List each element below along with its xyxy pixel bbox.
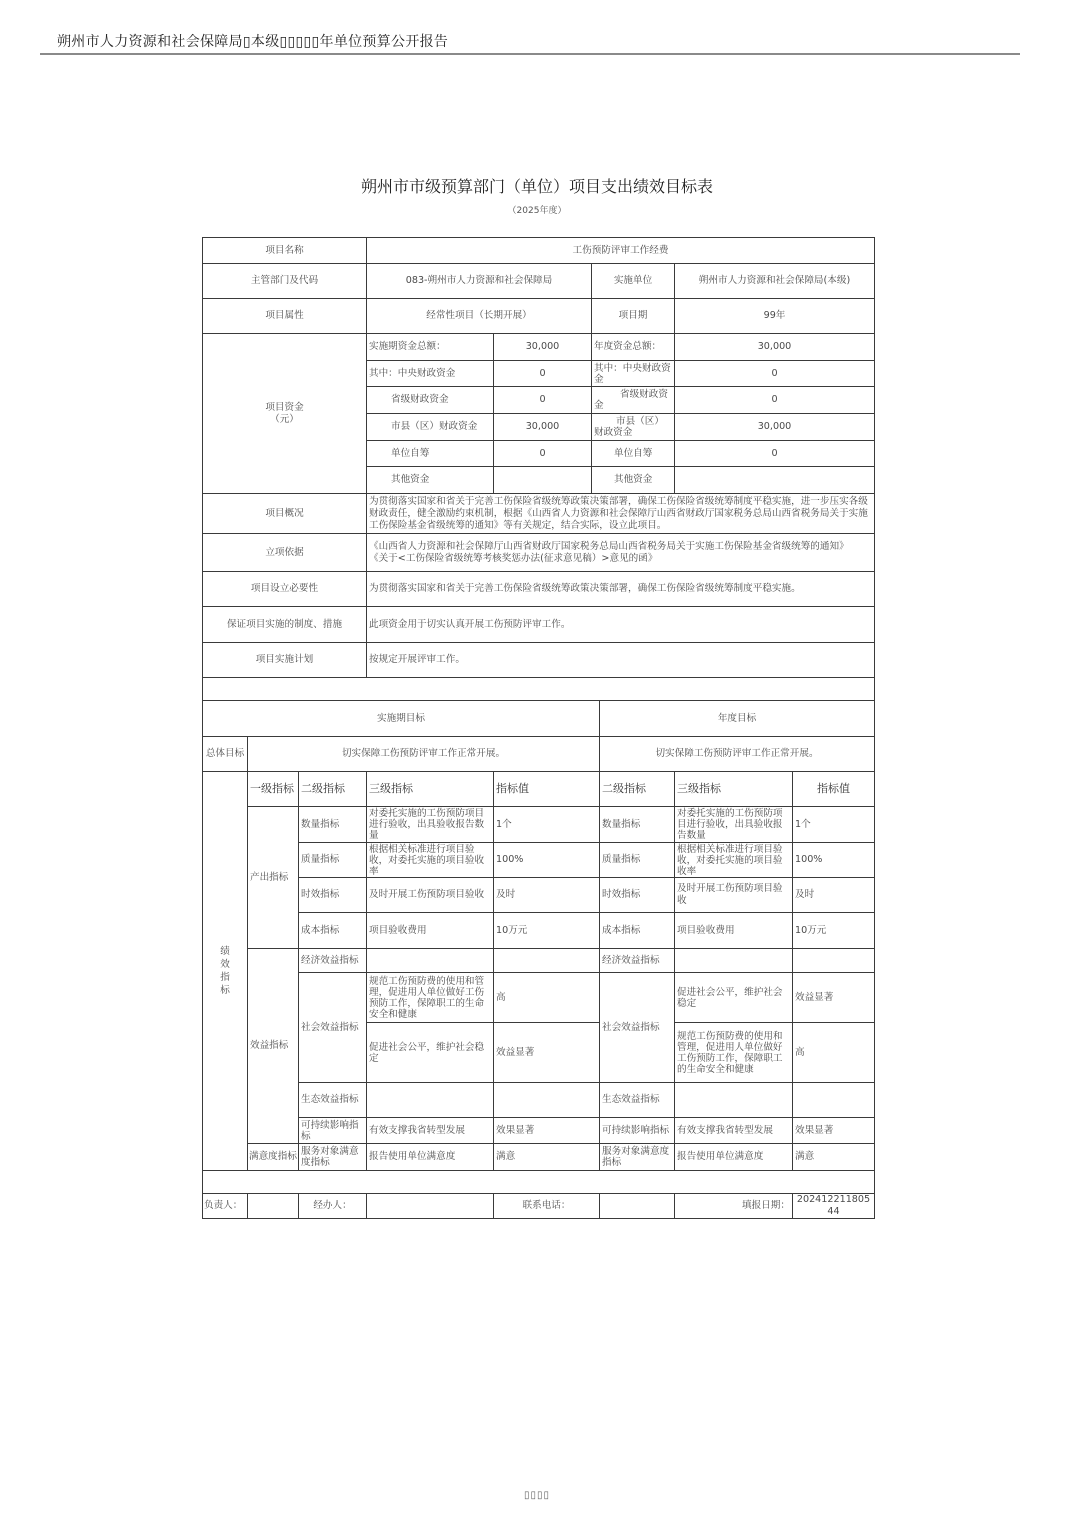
annual-value: 100% xyxy=(793,843,875,878)
header-annual-level2: 二级指标 xyxy=(600,772,675,807)
header-annual-value: 指标值 xyxy=(793,772,875,807)
annual-level3: 项目验收费用 xyxy=(675,913,793,949)
performance-goals-table xyxy=(202,700,875,1219)
annual-level2: 时效指标 xyxy=(600,878,675,913)
funds-annual-label: 单位自筹 xyxy=(592,441,675,467)
funds-period-label: 市县（区）财政资金 xyxy=(367,414,494,441)
indicator-row xyxy=(203,1144,875,1171)
annual-value: 效益显著 xyxy=(793,973,875,1023)
row-plan xyxy=(203,643,875,678)
date-value: 20241221180544 xyxy=(793,1194,875,1219)
period-value: 效果显著 xyxy=(494,1118,600,1144)
annual-value: 及时 xyxy=(793,878,875,913)
row-spacer xyxy=(203,678,875,701)
annual-level2: 可持续影响指标 xyxy=(600,1118,675,1144)
annual-level2: 经济效益指标 xyxy=(600,949,675,973)
period-level2: 社会效益指标 xyxy=(299,973,367,1083)
overview-label: 项目概况 xyxy=(203,494,367,534)
indicator-row xyxy=(203,1083,875,1118)
period-level2: 时效指标 xyxy=(299,878,367,913)
period-level3: 根据相关标准进行项目验收，对委托实施的项目验收率 xyxy=(367,843,494,878)
level1-satisfaction: 满意度指标 xyxy=(248,1144,299,1171)
funds-period-label: 其中：中央财政资金 xyxy=(367,361,494,387)
spacer-cell xyxy=(203,678,875,701)
period-value: 100% xyxy=(494,843,600,878)
annual-value xyxy=(793,1083,875,1118)
funds-annual-label: 其中：中央财政资金 xyxy=(592,361,675,387)
header-period-value: 指标值 xyxy=(494,772,600,807)
responsible-value xyxy=(248,1194,299,1219)
period-level3: 规范工伤预防费的使用和管理，促进用人单位做好工伤预防工作，保障职工的生命安全和健康 xyxy=(367,973,494,1023)
funds-period-value: 30,000 xyxy=(494,414,592,441)
project-attribute-label: 项目属性 xyxy=(203,299,367,334)
period-level2: 服务对象满意度指标 xyxy=(299,1144,367,1171)
project-period-label: 项目期 xyxy=(592,299,675,334)
basis-line: 《关于<工伤保险省级统筹考核奖惩办法(征求意见稿）>意见的函》 xyxy=(369,552,658,564)
header-level1: 一级指标 xyxy=(248,772,299,807)
funds-period-value: 30,000 xyxy=(494,334,592,361)
row-necessity xyxy=(203,572,875,607)
annual-level2: 社会效益指标 xyxy=(600,973,675,1083)
row-measures xyxy=(203,607,875,643)
period-value: 效益显著 xyxy=(494,1023,600,1083)
annual-value: 10万元 xyxy=(793,913,875,949)
handler-label: 经办人： xyxy=(299,1194,367,1219)
annual-level3: 根据相关标准进行项目验收，对委托实施的项目验收率 xyxy=(675,843,793,878)
indicator-row xyxy=(203,878,875,913)
period-level3: 对委托实施的工伤预防项目进行验收，出具验收报告数量 xyxy=(367,807,494,843)
phone-label: 联系电话： xyxy=(494,1194,600,1219)
level1-benefit: 效益指标 xyxy=(248,949,299,1144)
funds-unit: （元） xyxy=(270,413,299,425)
annual-level2: 生态效益指标 xyxy=(600,1083,675,1118)
project-name-label: 项目名称 xyxy=(203,238,367,264)
period-level3: 及时开展工伤预防项目验收 xyxy=(367,878,494,913)
row-signoff xyxy=(203,1194,875,1219)
plan-label: 项目实施计划 xyxy=(203,643,367,678)
department-value: 083-朔州市人力资源和社会保障局 xyxy=(367,264,592,299)
annual-overall-goal: 切实保障工伤预防评审工作正常开展。 xyxy=(600,737,875,772)
funds-annual-value: 30,000 xyxy=(675,414,875,441)
funds-period-label: 单位自筹 xyxy=(367,441,494,467)
period-level2: 质量指标 xyxy=(299,843,367,878)
funds-period-value: 0 xyxy=(494,387,592,414)
handler-value xyxy=(367,1194,494,1219)
page-header: 朔州市人力资源和社会保障局▯本级▯▯▯▯▯年单位预算公开报告 xyxy=(57,34,449,50)
document-year: （2025年度） xyxy=(507,206,567,216)
indicator-row xyxy=(203,913,875,949)
implementing-unit-label: 实施单位 xyxy=(592,264,675,299)
annual-level2: 数量指标 xyxy=(600,807,675,843)
funds-annual-value: 0 xyxy=(675,361,875,387)
period-level3 xyxy=(367,949,494,973)
plan-text: 按规定开展评审工作。 xyxy=(367,643,875,678)
annual-value xyxy=(793,949,875,973)
period-goal-header: 实施期目标 xyxy=(203,701,600,737)
annual-value: 高 xyxy=(793,1023,875,1083)
spacer-cell xyxy=(203,1171,875,1194)
basis-label: 立项依据 xyxy=(203,534,367,572)
implementing-unit-value: 朔州市人力资源和社会保障局(本级) xyxy=(675,264,875,299)
row-overall-goal xyxy=(203,737,875,772)
period-value: 满意 xyxy=(494,1144,600,1171)
measures-text: 此项资金用于切实认真开展工伤预防评审工作。 xyxy=(367,607,875,643)
funds-period-label: 省级财政资金 xyxy=(367,387,494,414)
necessity-text: 为贯彻落实国家和省关于完善工伤保险省级统筹政策决策部署，确保工伤保险省级统筹制度平稳实施。 xyxy=(367,572,875,607)
funds-period-value xyxy=(494,467,592,494)
period-level2: 经济效益指标 xyxy=(299,949,367,973)
overall-goal-label: 总体目标 xyxy=(203,737,248,772)
row-project-name xyxy=(203,238,875,264)
header-period-level3: 三级指标 xyxy=(367,772,494,807)
annual-level3: 规范工伤预防费的使用和管理，促进用人单位做好工伤预防工作，保障职工的生命安全和健康 xyxy=(675,1023,793,1083)
header-period-level2: 二级指标 xyxy=(299,772,367,807)
row-basis xyxy=(203,534,875,572)
period-level3: 报告使用单位满意度 xyxy=(367,1144,494,1171)
row-attribute xyxy=(203,299,875,334)
period-level3: 促进社会公平，维护社会稳定 xyxy=(367,1023,494,1083)
performance-indicators-label-cell xyxy=(203,772,248,1171)
measures-label: 保证项目实施的制度、措施 xyxy=(203,607,367,643)
period-overall-goal: 切实保障工伤预防评审工作正常开展。 xyxy=(248,737,600,772)
period-value: 高 xyxy=(494,973,600,1023)
period-level3 xyxy=(367,1083,494,1118)
funds-annual-value: 30,000 xyxy=(675,334,875,361)
funds-annual-label: 年度资金总额： xyxy=(592,334,675,361)
indicator-row xyxy=(203,949,875,973)
annual-level3: 促进社会公平，维护社会稳定 xyxy=(675,973,793,1023)
period-level2: 成本指标 xyxy=(299,913,367,949)
annual-level3: 有效支撑我省转型发展 xyxy=(675,1118,793,1144)
funds-label-cell xyxy=(203,334,367,494)
responsible-label: 负责人： xyxy=(203,1194,248,1219)
funds-annual-value: 0 xyxy=(675,387,875,414)
project-period-value: 99年 xyxy=(675,299,875,334)
project-attribute-value: 经常性项目（长期开展） xyxy=(367,299,592,334)
annual-level3 xyxy=(675,949,793,973)
indicator-row xyxy=(203,843,875,878)
annual-level2: 服务对象满意度指标 xyxy=(600,1144,675,1171)
period-level3: 项目验收费用 xyxy=(367,913,494,949)
funds-label: 项目资金 xyxy=(265,401,304,413)
annual-level3: 对委托实施的工伤预防项目进行验收，出具验收报告数量 xyxy=(675,807,793,843)
annual-level2: 成本指标 xyxy=(600,913,675,949)
period-level2: 生态效益指标 xyxy=(299,1083,367,1118)
annual-level2: 质量指标 xyxy=(600,843,675,878)
period-level3: 有效支撑我省转型发展 xyxy=(367,1118,494,1144)
row-overview xyxy=(203,494,875,534)
period-value: 及时 xyxy=(494,878,600,913)
department-label: 主管部门及代码 xyxy=(203,264,367,299)
annual-value: 满意 xyxy=(793,1144,875,1171)
funds-period-label: 实施期资金总额： xyxy=(367,334,494,361)
project-name-value: 工伤预防评审工作经费 xyxy=(367,238,875,264)
funds-annual-label: 其他资金 xyxy=(592,467,675,494)
period-value: 1个 xyxy=(494,807,600,843)
period-value: 10万元 xyxy=(494,913,600,949)
funds-period-label: 其他资金 xyxy=(367,467,494,494)
basis-text xyxy=(367,534,875,572)
header-divider xyxy=(40,53,1020,55)
annual-level3 xyxy=(675,1083,793,1118)
document-title: 朔州市市级预算部门（单位）项目支出绩效目标表 xyxy=(360,177,713,196)
annual-level3: 报告使用单位满意度 xyxy=(675,1144,793,1171)
period-level2: 数量指标 xyxy=(299,807,367,843)
page-number: ▯▯▯▯ xyxy=(523,1490,550,1501)
annual-value: 1个 xyxy=(793,807,875,843)
funds-period-value: 0 xyxy=(494,361,592,387)
annual-goal-header: 年度目标 xyxy=(600,701,875,737)
row-indicator-headers xyxy=(203,772,875,807)
row-department xyxy=(203,264,875,299)
annual-value: 效果显著 xyxy=(793,1118,875,1144)
row-spacer xyxy=(203,1171,875,1194)
project-info-table xyxy=(202,237,875,701)
funds-annual-value: 0 xyxy=(675,441,875,467)
overview-text: 为贯彻落实国家和省关于完善工伤保险省级统筹政策决策部署，确保工伤保险省级统筹制度平稳实施，进一步压实各级财政责任，健全激励约束机制，根据《山西省人力资源和社会保障厅山西省财政厅国家税务总局山西省税务局关于实施工伤保险基金省级统筹的通知》等有关规定，结合实际，设立此项目。 xyxy=(367,494,875,534)
performance-indicators-label: 绩效指标 xyxy=(220,946,230,996)
period-value xyxy=(494,1083,600,1118)
period-value xyxy=(494,949,600,973)
date-label: 填报日期： xyxy=(675,1194,793,1219)
row-goal-headers xyxy=(203,701,875,737)
funds-annual-value xyxy=(675,467,875,494)
header-annual-level3: 三级指标 xyxy=(675,772,793,807)
period-level2: 可持续影响指标 xyxy=(299,1118,367,1144)
funds-annual-label: 省级财政资金 xyxy=(592,387,675,414)
basis-line: 《山西省人力资源和社会保障厅山西省财政厅国家税务总局山西省税务局关于实施工伤保险基金省级统筹的通知》 xyxy=(369,540,849,552)
annual-level3: 及时开展工伤预防项目验收 xyxy=(675,878,793,913)
indicator-row xyxy=(203,973,875,1023)
funds-annual-label: 市县（区）财政资金 xyxy=(592,414,675,441)
necessity-label: 项目设立必要性 xyxy=(203,572,367,607)
indicator-row xyxy=(203,1118,875,1144)
funds-period-value: 0 xyxy=(494,441,592,467)
funds-row xyxy=(203,334,875,361)
indicator-row xyxy=(203,807,875,843)
phone-value xyxy=(600,1194,675,1219)
level1-output: 产出指标 xyxy=(248,807,299,949)
